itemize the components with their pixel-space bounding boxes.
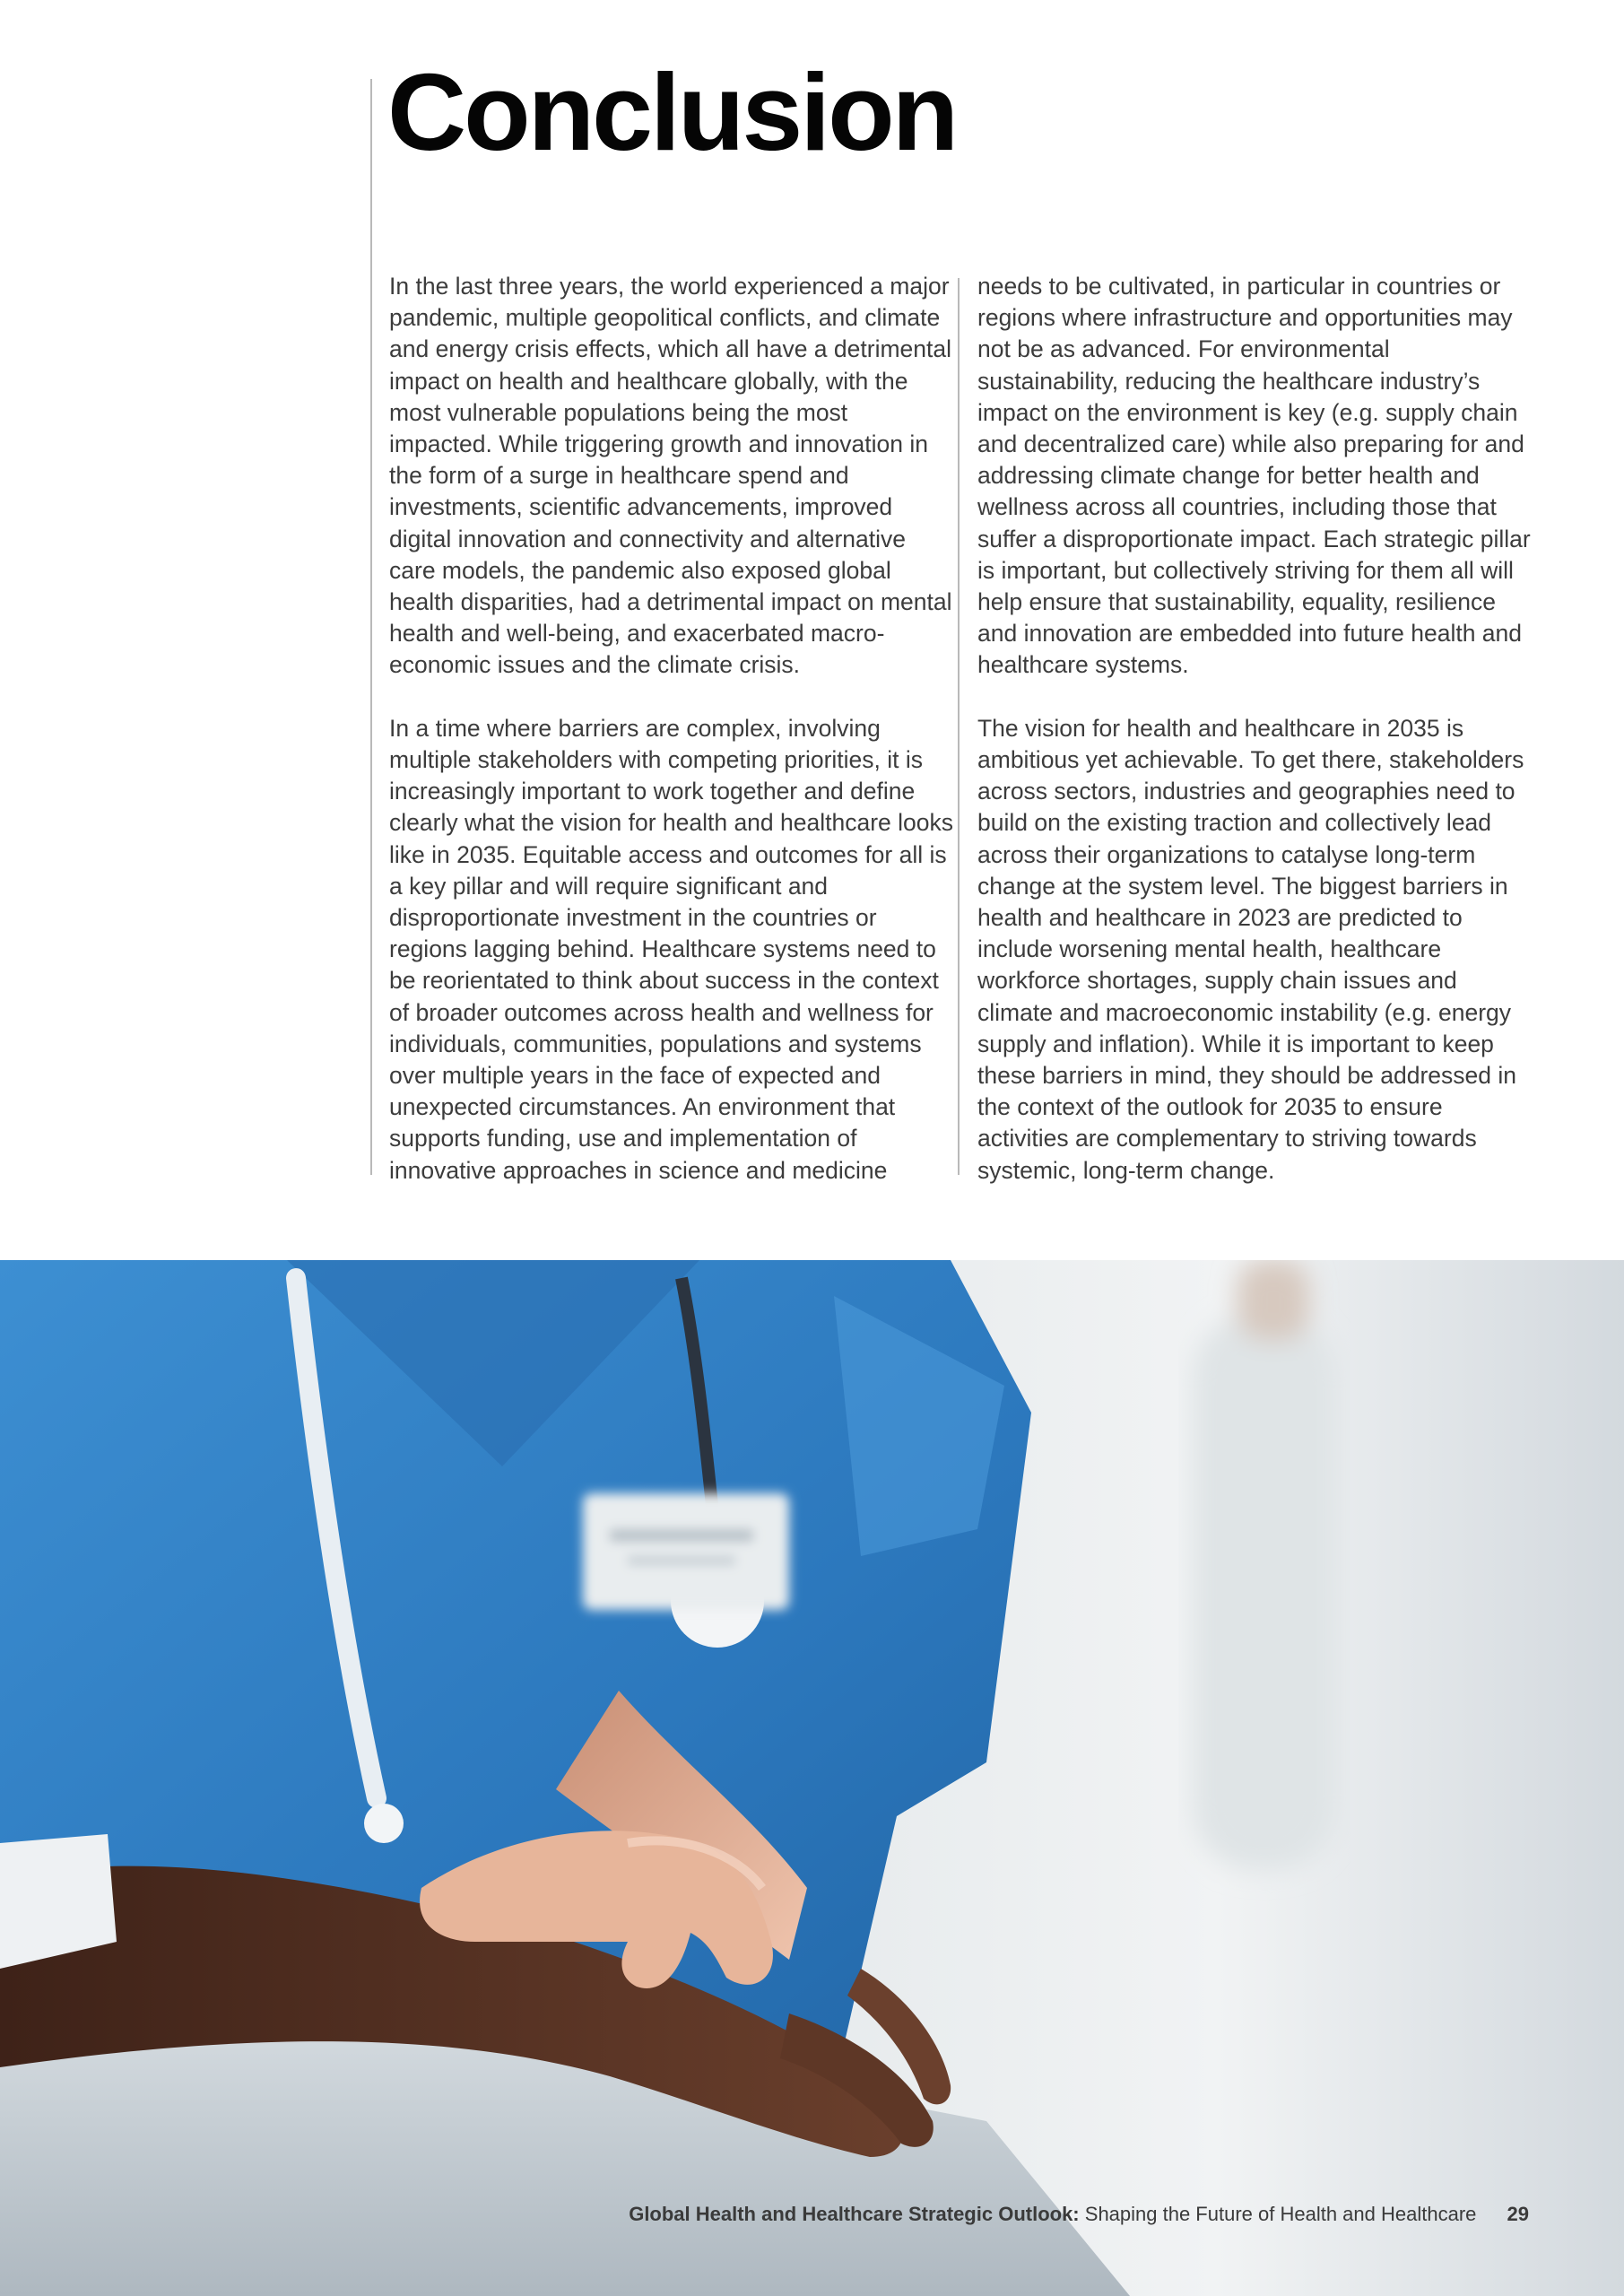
background-figure (1193, 1260, 1336, 1870)
vertical-rule-left (370, 79, 372, 1175)
footer-publication-subtitle: Shaping the Future of Health and Healthcare (1084, 2203, 1477, 2225)
text-column-1 (389, 271, 954, 1218)
page-number: 29 (1507, 2203, 1529, 2225)
id-badge (583, 1493, 789, 1610)
hero-photo (0, 1260, 1624, 2296)
column-1-paragraph-1: In the last three years, the world experienced a major pandemic, multiple geopolitical conflicts, and climate and energy crisis effects, which all have a detrimental impact on health and healthcare globally, with the most vulnerable populations being the most impacted. While triggering growth and innovation in the form of a surge in healthcare spend and investments, scientific advancements, improved digital innovation and connectivity and alternative care models, the pandemic also exposed global health disparities, had a detrimental impact on mental health and well-being, and exacerbated macro-economic issues and the climate crisis. (389, 273, 952, 679)
column-1-paragraph-2: In a time where barriers are complex, involving multiple stakeholders with competing priorities, it is increasingly important to work together and define clearly what the vision for health and healthcare looks like in 2035. Equitable access and outcomes for all is a key pillar and will require significant and disproportionate investment in the countries or regions lagging behind. Healthcare systems need to be reorientated to think about success in the context of broader outcomes across health and wellness for individuals, communities, populations and systems over multiple years in the face of expected and unexpected circumstances. An environment that supports funding, use and implementation of innovative approaches in science and medicine (389, 714, 953, 1184)
page-title: Conclusion (387, 51, 957, 173)
footer-publication-title: Global Health and Healthcare Strategic Outlook: (629, 2203, 1080, 2225)
vertical-rule-middle (958, 278, 960, 1175)
column-2-paragraph-2: The vision for health and healthcare in 2035 is ambitious yet achievable. To get there, stakeholders across sectors, industries and geographies need to build on the existing traction and collectively lead across their organizations to catalyse long-term change at the system level. The biggest barriers in health and healthcare in 2023 are predicted to include worsening mental health, healthcare workforce shortages, supply chain issues and climate and macroeconomic instability (e.g. energy supply and inflation). While it is important to keep these barriers in mind, they should be addressed in the context of the outlook for 2035 to ensure activities are complementary to striving towards systemic, long-term change. (977, 714, 1524, 1184)
column-2-paragraph-1: needs to be cultivated, in particular in countries or regions where infrastructure and opportunities may not be as advanced. For environmental sustainability, reducing the healthcare industry’s impact on the environment is key (e.g. supply chain and decentralized care) while also preparing for and addressing climate change for better health and wellness across all countries, including those that suffer a disproportionate impact. Each strategic pillar is important, but collectively striving for them all will help ensure that sustainability, equality, resilience and innovation are embedded into future health and healthcare systems. (977, 273, 1531, 679)
text-column-2 (977, 271, 1533, 1218)
page-footer (629, 2203, 1529, 2226)
photo-illustration (0, 1260, 1624, 2296)
